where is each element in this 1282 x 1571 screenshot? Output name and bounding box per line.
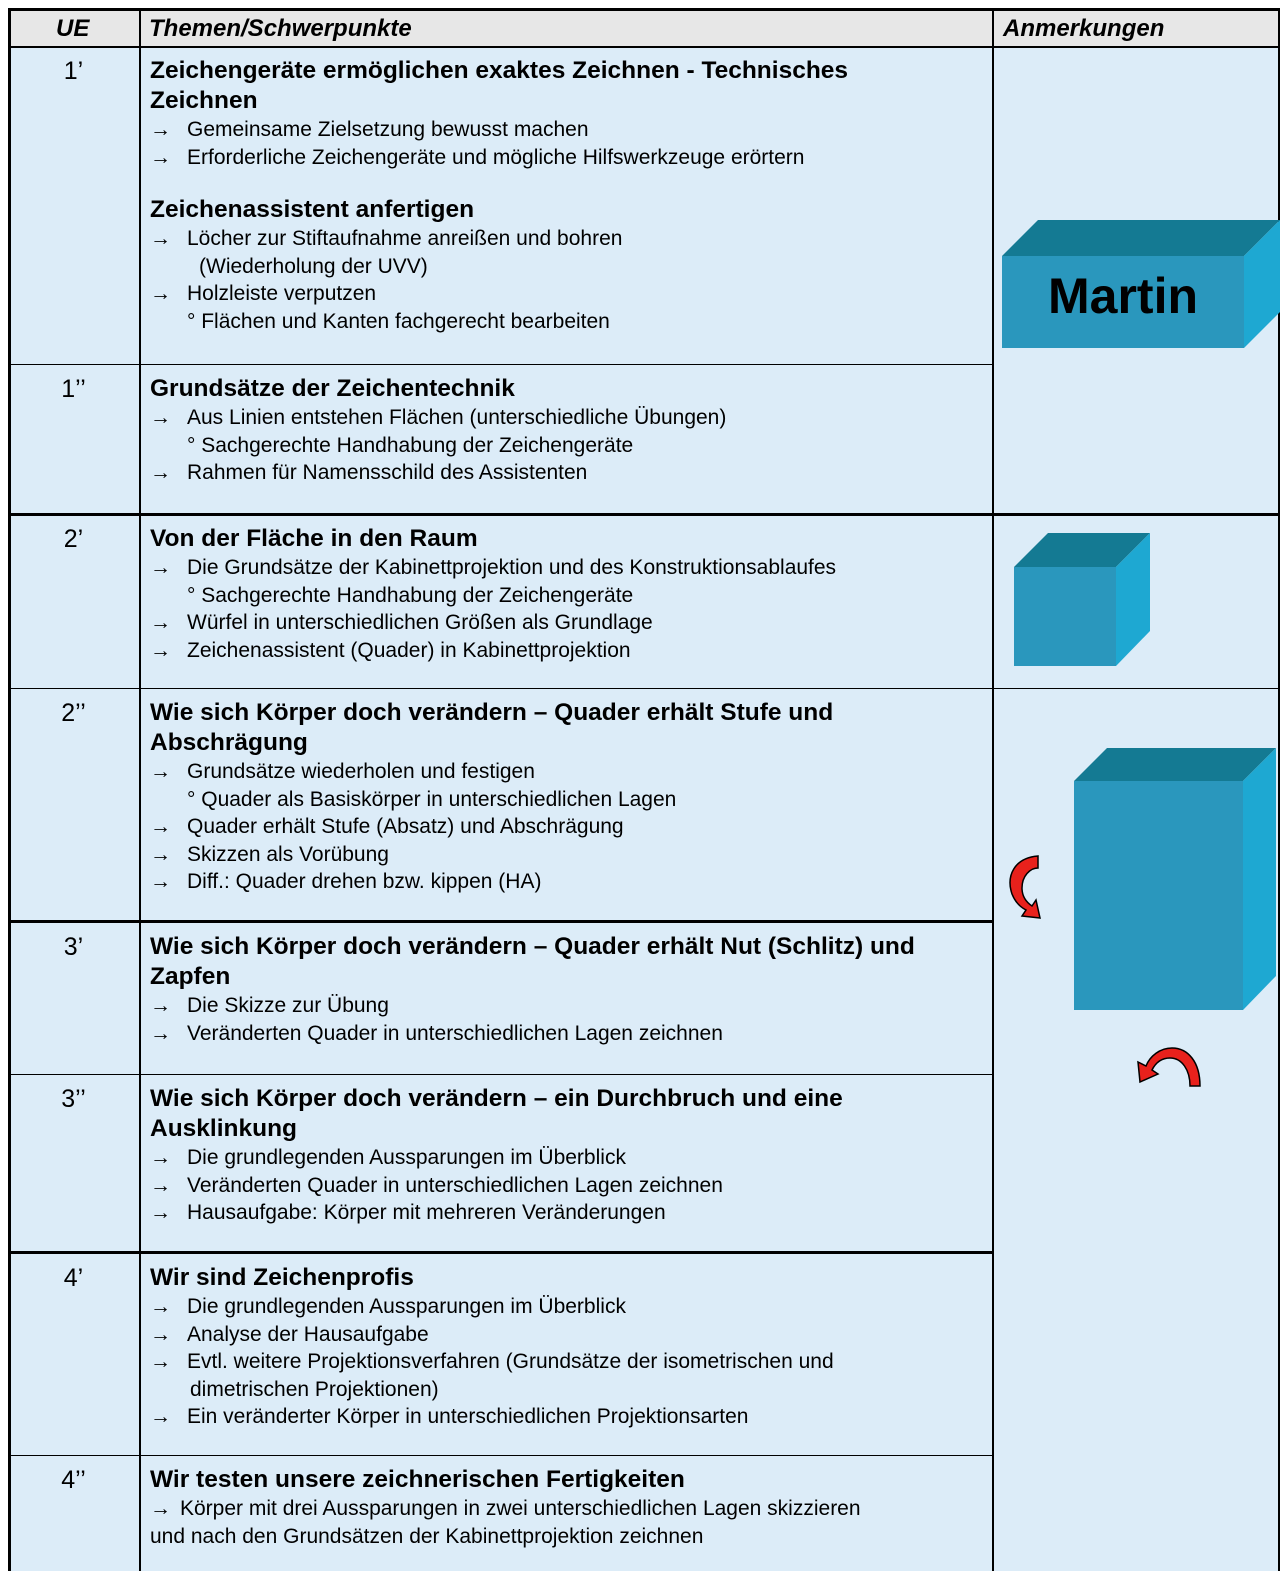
bullet-text: Quader erhält Stufe (Absatz) und Abschrägung [187,815,624,839]
bullet-text: Ein veränderter Körper in unterschiedlichen Projektionsarten [187,1405,749,1429]
bullet-line [150,1020,986,1048]
plan-table [8,8,1280,1571]
arrow-icon: → [150,1405,171,1429]
sub-line [150,1376,986,1404]
bullet-line [150,116,986,144]
bullet-text: Skizzen als Vorübung [187,842,389,866]
cube-graphic [1014,533,1150,667]
row-content [150,374,986,487]
bullet-line [150,868,986,896]
bullet-line [150,225,986,253]
sub-text: ° Sachgerechte Handhabung der Zeichengeräte [187,433,634,457]
bullet-text: und nach den Grundsätzen der Kabinettprojektion zeichnen [150,1524,704,1548]
bullet-text: Evtl. weitere Projektionsverfahren (Grundsätze der isometrischen und [187,1350,834,1374]
arrow-icon: → [150,842,171,866]
arrow-icon: → [150,1497,171,1520]
bullet-line [150,1199,986,1227]
ue-label: 2’’ [61,699,86,727]
row-title-line: Wie sich Körper doch verändern – Quader erhält Stufe und [150,699,834,726]
bullet-line [150,280,986,308]
row-3a [8,924,992,1074]
row-title-line: Wie sich Körper doch verändern – ein Durchbruch und eine [150,1085,843,1112]
arrow-icon: → [150,1322,171,1346]
ue-label: 1’ [63,57,84,85]
rotate-arrow-icon [1004,854,1048,932]
bullet-line [150,609,986,637]
arrow-icon: → [150,994,171,1017]
ue-label: 3’’ [61,1085,86,1113]
arrow-icon: → [150,227,171,251]
arrow-icon: → [150,611,171,635]
bullet-text: Die Skizze zur Übung [187,994,389,1017]
row-2b [8,690,992,920]
arrow-icon: → [150,1146,171,1169]
bullet-line [150,144,986,172]
sub-text: ° Flächen und Kanten fachgerecht bearbeiten [187,309,610,333]
bullet-text: Würfel in unterschiedlichen Größen als Grundlage [187,611,653,635]
row-content [150,56,986,336]
row-title-line: Grundsätze der Zeichentechnik [150,375,515,402]
arrow-icon: → [150,1173,171,1197]
arrow-icon: → [150,638,171,662]
row-title-line: Zeichengeräte ermöglichen exaktes Zeichnen - Technisches [150,57,849,84]
arrow-icon: → [150,1201,171,1225]
bullet-text: Veränderten Quader in unterschiedlichen Lagen zeichnen [187,1021,723,1045]
header-notes: Anmerkungen [1003,15,1165,42]
arrow-icon: → [150,406,171,429]
bullet-text: Hausaufgabe: Körper mit mehreren Veränderungen [187,1201,666,1225]
continuation-line [150,1523,986,1551]
bullet-line [150,637,986,665]
bullet-line [150,813,986,841]
bullet-text: Diff.: Quader drehen bzw. kippen (HA) [187,870,542,894]
bullet-line [150,404,986,432]
bullet-text: Erforderliche Zeichengeräte und mögliche Hilfswerkzeuge erörtern [187,145,805,169]
bullet-text: Holzleiste verputzen [187,282,377,306]
bullet-line [150,1403,986,1431]
row-content [150,1084,986,1227]
bullet-line [150,841,986,869]
bullet-line [150,992,986,1020]
row-2a [8,516,992,688]
bullet-text: Die grundlegenden Aussparungen im Überblick [187,1146,626,1169]
bullet-text: Gemeinsame Zielsetzung bewusst machen [187,118,589,141]
row-title-line: Wir testen unsere zeichnerischen Fertigkeiten [150,1466,685,1493]
bullet-line [150,554,986,582]
row-1a [8,48,992,364]
row-content [150,524,986,664]
row-title-line: Wir sind Zeichenprofis [150,1264,414,1291]
row-title-line: Abschrägung [150,729,308,756]
bullet-text: Veränderten Quader in unterschiedlichen Lagen zeichnen [187,1173,723,1197]
bullet-line [150,1495,986,1523]
bullet-line [150,1321,986,1349]
arrow-icon: → [150,118,171,141]
arrow-icon: → [150,282,171,306]
bullet-text: Die Grundsätze der Kabinettprojektion und des Konstruktionsablaufes [187,556,837,579]
sub-line [150,582,986,610]
row-content [150,1263,986,1431]
bullet-text: Analyse der Hausaufgabe [187,1322,429,1346]
bullet-line [150,459,986,487]
sub-line [150,308,986,336]
bullet-text: Aus Linien entstehen Flächen (unterschiedliche Übungen) [187,406,727,429]
ue-label: 2’ [63,525,84,553]
row-4a [8,1255,992,1455]
row-1b [8,366,992,513]
row-title-line: Wie sich Körper doch verändern – Quader erhält Nut (Schlitz) und [150,933,915,960]
arrow-icon: → [150,760,171,783]
header-themes: Themen/Schwerpunkte [149,15,412,42]
row-title-line: Ausklinkung [150,1115,298,1142]
bullet-line [150,758,986,786]
row-title-line: Zeichenassistent anfertigen [150,196,475,224]
ue-label: 4’ [63,1264,84,1292]
row-content [150,698,986,896]
sub-text: (Wiederholung der UVV) [199,254,428,278]
bullet-text: Löcher zur Stiftaufnahme anreißen und bohren [187,227,623,251]
arrow-icon: → [150,815,171,839]
row-content [150,932,986,1047]
sub-line [150,786,986,814]
bullet-line [150,1172,986,1200]
ue-label: 1’’ [61,375,86,403]
sub-line [150,432,986,460]
arrow-icon: → [150,1021,171,1045]
cuboid-graphic [1074,748,1280,1012]
sub-line [150,253,986,281]
row-title-line: Zeichnen [150,87,258,114]
ue-label: 3’ [63,933,84,961]
sub-text: ° Quader als Basiskörper in unterschiedlichen Lagen [187,787,677,811]
row-title-line: Zapfen [150,963,231,990]
bullet-text: Körper mit drei Aussparungen in zwei unterschiedlichen Lagen skizzieren [180,1497,861,1520]
bullet-line [150,1144,986,1172]
arrow-icon: → [150,1295,171,1318]
arrow-icon: → [150,145,171,169]
arrow-icon: → [150,1350,171,1374]
row-title-line: Von der Fläche in den Raum [150,525,478,552]
bullet-text: Die grundlegenden Aussparungen im Überblick [187,1295,626,1318]
tilt-arrow-icon [1124,1044,1204,1088]
bullet-text: Zeichenassistent (Quader) in Kabinettprojektion [187,638,631,662]
arrow-icon: → [150,461,171,485]
sub-text: dimetrischen Projektionen) [190,1377,439,1401]
header-ue: UE [56,15,90,42]
bullet-text: Grundsätze wiederholen und festigen [187,760,535,783]
bullet-line [150,1348,986,1376]
row-3b [8,1076,992,1251]
arrow-icon: → [150,556,171,579]
bullet-text: Rahmen für Namensschild des Assistenten [187,461,588,485]
arrow-icon: → [150,870,171,894]
row-4b [8,1457,992,1571]
martin-label: Martin [1048,268,1198,324]
sub-text: ° Sachgerechte Handhabung der Zeichengeräte [187,583,634,607]
bullet-line [150,1293,986,1321]
ue-label: 4’’ [61,1466,86,1494]
row-content [150,1465,986,1550]
